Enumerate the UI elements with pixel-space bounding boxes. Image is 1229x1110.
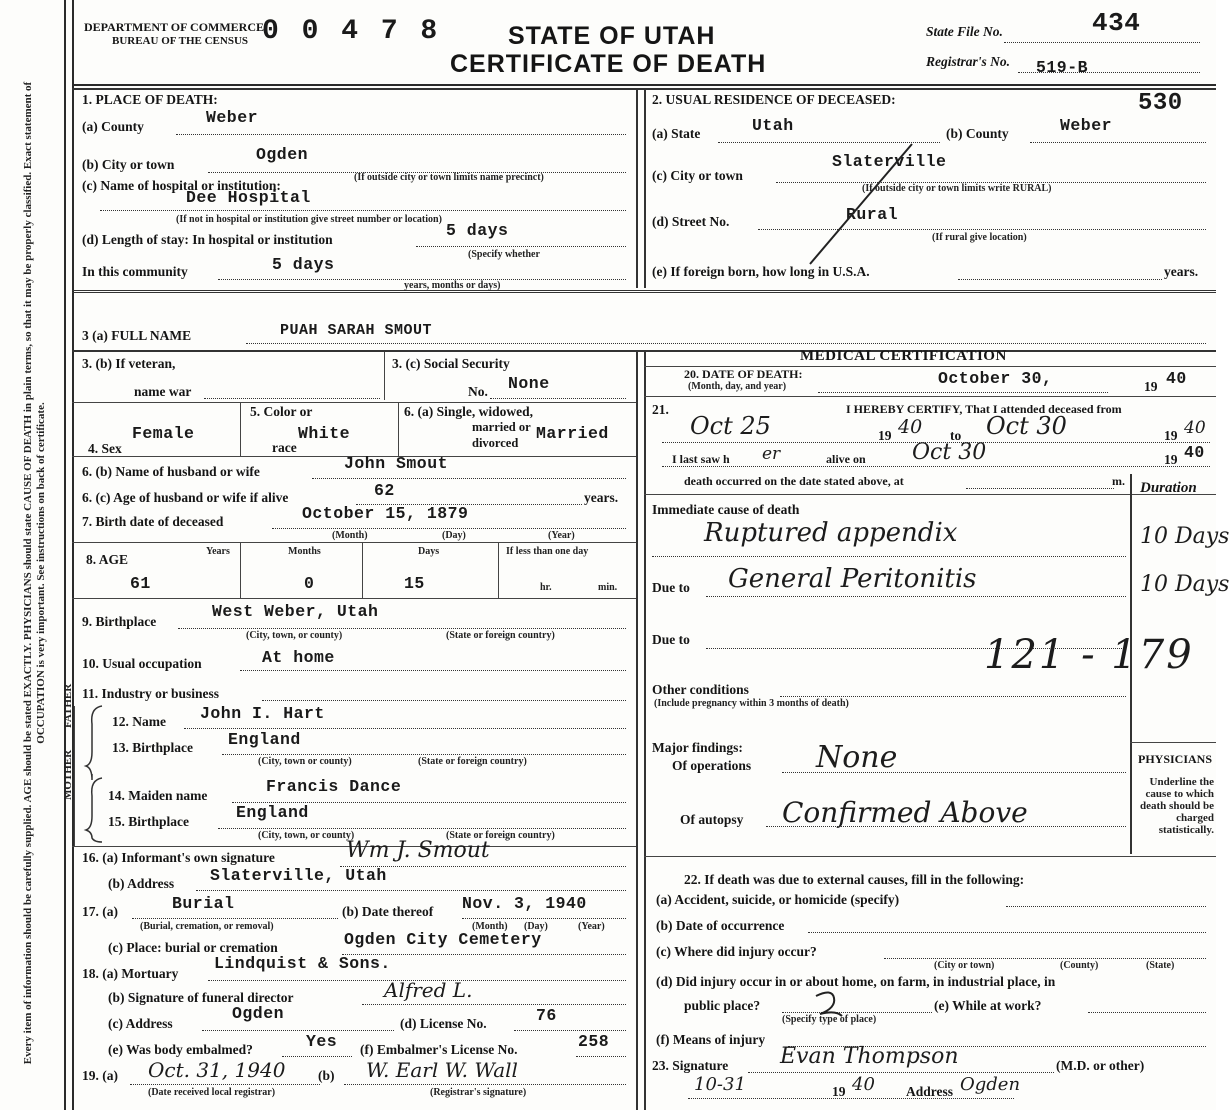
father-birthplace: England	[228, 730, 301, 749]
burial-place: Ogden City Cemetery	[344, 930, 542, 949]
registrar-signature-note: (Registrar's signature)	[430, 1087, 527, 1098]
hospital-note: (If outside city or town limits name precinct)	[354, 172, 544, 183]
from-year-prefix: 19	[878, 428, 892, 443]
full-name-label: 3 (a) FULL NAME	[82, 328, 192, 343]
disposition-type: Burial	[172, 894, 235, 913]
res-state: Utah	[752, 116, 794, 135]
registrar-number: 519-B	[1036, 58, 1089, 77]
attended-to-year: 40	[1184, 418, 1206, 438]
registrar-signature: W. Earl W. Wall	[366, 1058, 518, 1082]
stay-in-hospital: 5 days	[446, 221, 509, 240]
minutes-label: min.	[598, 582, 618, 593]
while-at-work-label: (e) While at work?	[934, 998, 1042, 1013]
res-county-label: (b) County	[946, 126, 1009, 141]
license-number: 76	[536, 1006, 557, 1025]
date-of-death: October 30,	[938, 369, 1053, 388]
serial-number: 0 0 4 7 8	[262, 16, 441, 47]
res-city-note: (If outside city or town limits write RURAL)	[862, 183, 1052, 194]
received-label: 19. (a)	[82, 1068, 118, 1083]
birthplace-city-note: (City, town, or county)	[246, 630, 343, 641]
dept-line-2: BUREAU OF THE CENSUS	[112, 35, 249, 47]
due-to-label-1: Due to	[652, 580, 690, 595]
due-to-cause-1: General Peritonitis	[728, 564, 977, 594]
attended-from-year: 40	[898, 416, 923, 438]
age-days: 15	[404, 574, 425, 593]
operations-label: Of operations	[672, 758, 752, 773]
county-label: (a) County	[82, 119, 144, 134]
spouse-age-unit: years.	[584, 490, 619, 505]
res-county: Weber	[1060, 116, 1113, 135]
due-to-label-2: Due to	[652, 632, 690, 647]
res-state-label: (a) State	[652, 126, 701, 141]
mortuary-address-label: (c) Address	[108, 1016, 173, 1031]
state-file-label: State File No.	[926, 24, 1003, 39]
date-received: Oct. 31, 1940	[148, 1058, 286, 1082]
hospital-label: (c) Name of hospital or institution:	[82, 178, 281, 193]
mortuary-name: Lindquist & Sons.	[214, 954, 391, 973]
spouse-label: 6. (b) Name of husband or wife	[82, 464, 260, 479]
header-divider	[72, 84, 1216, 86]
marital-label-1: 6. (a) Single, widowed,	[404, 404, 534, 419]
autopsy-findings: Confirmed Above	[782, 796, 1028, 829]
embalmed-value: Yes	[306, 1032, 338, 1051]
occurred-label: death occurred on the date stated above, at	[684, 474, 904, 488]
res-street: Rural	[846, 205, 899, 224]
alive-on-label: alive on	[826, 452, 866, 466]
less-than-day-label: If less than one day	[506, 546, 589, 557]
injury-where-label: (c) Where did injury occur?	[656, 944, 817, 959]
physician-signature-year: 40	[852, 1074, 875, 1095]
marital-label-3: divorced	[472, 436, 519, 450]
certificate-title: CERTIFICATE OF DEATH	[450, 50, 767, 78]
birth-date: October 15, 1879	[302, 504, 469, 523]
received-note: (Date received local registrar)	[148, 1087, 276, 1098]
state-title: STATE OF UTAH	[508, 22, 716, 50]
sex-value: Female	[132, 424, 195, 443]
res-street-label: (d) Street No.	[652, 214, 730, 229]
city-label: (b) City or town	[82, 157, 175, 172]
hours-label: hr.	[540, 582, 552, 593]
alive-year: 40	[1184, 443, 1205, 462]
parents-bracket	[86, 704, 104, 844]
industry-label: 11. Industry or business	[82, 686, 220, 701]
injury-state-note: (State)	[1146, 960, 1175, 971]
duration-label: Duration	[1140, 480, 1197, 496]
registrar-number-label: Registrar's No.	[926, 54, 1011, 69]
father-side-label: FATHER	[62, 683, 74, 728]
street-note: (If not in hospital or institution give street number or location)	[176, 214, 442, 225]
immediate-cause: Ruptured appendix	[704, 518, 958, 548]
frame-left-inner	[72, 0, 74, 1110]
stay-in-community: 5 days	[272, 255, 335, 274]
cause-code: 121 - 179	[984, 632, 1194, 678]
res-city: Slaterville	[832, 152, 947, 171]
major-findings-label: Major findings:	[652, 740, 743, 755]
item-21-label: 21.	[652, 402, 669, 417]
physician-signature-date: 10-31	[694, 1074, 746, 1095]
stay-label: (d) Length of stay: In hospital or institution	[82, 232, 333, 247]
age-label: 8. AGE	[86, 552, 129, 567]
ssn-no-label: No.	[468, 384, 488, 399]
father-birthplace-label: 13. Birthplace	[112, 740, 193, 755]
community-label: In this community	[82, 264, 188, 279]
other-conditions-note: (Include pregnancy within 3 months of death)	[654, 698, 849, 709]
units-note: years, months or days)	[404, 280, 501, 291]
physicians-box-text: Underline the cause to which death should be charged statistically.	[1140, 776, 1214, 836]
veteran-label: 3. (b) If veteran,	[82, 356, 176, 371]
dept-line-1: DEPARTMENT OF COMMERCE	[84, 20, 265, 34]
disposition-month-note: (Month)	[472, 921, 508, 932]
other-conditions-label: Other conditions	[652, 682, 749, 697]
disposition-year-note: (Year)	[578, 921, 605, 932]
received-b-label: (b)	[318, 1068, 335, 1083]
informant-address-label: (b) Address	[108, 876, 175, 891]
medical-heading: MEDICAL CERTIFICATION	[800, 348, 1007, 364]
father-name: John I. Hart	[200, 704, 325, 723]
place-type-note: (Specify type of place)	[782, 1014, 877, 1025]
physician-signature: Evan Thompson	[780, 1044, 959, 1069]
embalmed-label: (e) Was body embalmed?	[108, 1042, 253, 1057]
death-city: Ogden	[256, 145, 309, 164]
date-of-death-label: 20. DATE OF DEATH:	[684, 367, 803, 381]
embalmer-license: 258	[578, 1032, 610, 1051]
mother-name-label: 14. Maiden name	[108, 788, 208, 803]
attended-from-date: Oct 25	[690, 412, 771, 440]
external-causes-label: 22. If death was due to external causes, fill in the following:	[684, 872, 1025, 887]
foreign-years-label: years.	[1164, 264, 1199, 279]
date-of-death-sublabel: (Month, day, and year)	[688, 381, 787, 392]
occupation: At home	[262, 648, 335, 667]
father-city-note: (City, town or county)	[258, 756, 352, 767]
specify-note: (Specify whether	[468, 249, 540, 260]
last-saw-mark: er	[762, 444, 781, 464]
physician-address: Ogden	[960, 1074, 1021, 1095]
immediate-duration: 10 Days	[1140, 524, 1229, 549]
foreign-born-label: (e) If foreign born, how long in U.S.A.	[652, 264, 870, 279]
age-years: 61	[130, 574, 151, 593]
funeral-director-signature: Alfred L.	[384, 978, 473, 1002]
age-years-label: Years	[206, 546, 230, 557]
disposition-date: Nov. 3, 1940	[462, 894, 587, 913]
father-name-label: 12. Name	[112, 714, 166, 729]
attended-to-date: Oct 30	[986, 412, 1067, 440]
marital-label-2: married or	[472, 420, 531, 434]
accident-label: (a) Accident, suicide, or homicide (specify)	[656, 892, 900, 907]
hospital-name: Dee Hospital	[186, 188, 311, 207]
physician-signature-label: 23. Signature	[652, 1058, 729, 1073]
race-label: race	[272, 440, 297, 455]
disposition-day-note: (Day)	[524, 921, 548, 932]
informant-signature-label: 16. (a) Informant's own signature	[82, 850, 275, 865]
death-year: 40	[1166, 369, 1187, 388]
place-of-death-heading: 1. PLACE OF DEATH:	[82, 92, 218, 107]
informant-signature: Wm J. Smout	[346, 838, 490, 863]
res-street-note: (If rural give location)	[932, 232, 1027, 243]
m-label: m.	[1112, 474, 1125, 488]
physicians-box-title: PHYSICIANS	[1138, 752, 1213, 766]
operations-findings: None	[816, 740, 898, 775]
margin-instructions: Every item of information should be carefully supplied. AGE should be stated EXACTLY. PHYSICIANS should state CAUSE OF DEATH in plain terms, so that it may be properly classified. Exact statement of OCCUPATION is very important. See instructions on back of certificate.	[22, 81, 47, 1065]
age-months: 0	[304, 574, 315, 593]
age-months-label: Months	[288, 546, 321, 557]
residence-heading: 2. USUAL RESIDENCE OF DECEASED:	[652, 92, 896, 107]
disposition-type-note: (Burial, cremation, or removal)	[140, 921, 274, 932]
physician-address-label: Address	[906, 1084, 954, 1099]
birthplace-state-note: (State or foreign country)	[446, 630, 555, 641]
death-year-prefix: 19	[1144, 379, 1158, 394]
spouse-age-label: 6. (c) Age of husband or wife if alive	[82, 490, 289, 505]
birth-month-note: (Month)	[332, 530, 368, 541]
mother-name: Francis Dance	[266, 777, 402, 796]
public-place-label: public place?	[684, 998, 761, 1013]
alive-year-prefix: 19	[1164, 452, 1178, 467]
birthplace-label: 9. Birthplace	[82, 614, 157, 629]
embalmer-license-label: (f) Embalmer's License No.	[360, 1042, 518, 1057]
injury-place-label: (d) Did injury occur in or about home, on farm, in industrial place, in	[656, 974, 1056, 989]
state-file-number: 434	[1092, 8, 1141, 38]
death-county: Weber	[206, 108, 259, 127]
marital-value: Married	[536, 424, 609, 443]
age-days-label: Days	[418, 546, 440, 557]
mother-city-note: (City, town, or county)	[258, 830, 355, 841]
last-saw-label: I last saw h	[672, 452, 730, 466]
disposition-label: 17. (a)	[82, 904, 118, 919]
ssn-value: None	[508, 374, 550, 393]
sig-year-prefix: 19	[832, 1084, 846, 1099]
war-label: name war	[134, 384, 192, 399]
birthplace: West Weber, Utah	[212, 602, 379, 621]
residence-code: 530	[1138, 90, 1183, 117]
spouse-name: John Smout	[344, 454, 449, 473]
mortuary-label: 18. (a) Mortuary	[82, 966, 179, 981]
mother-birthplace-label: 15. Birthplace	[108, 814, 189, 829]
certify-text: I HEREBY CERTIFY, That I attended deceased from	[846, 402, 1122, 416]
means-of-injury-label: (f) Means of injury	[656, 1032, 766, 1047]
spouse-age: 62	[374, 481, 395, 500]
res-city-label: (c) City or town	[652, 168, 743, 183]
license-label: (d) License No.	[400, 1016, 487, 1031]
birth-date-label: 7. Birth date of deceased	[82, 514, 224, 529]
occupation-label: 10. Usual occupation	[82, 656, 202, 671]
disposition-date-label: (b) Date thereof	[342, 904, 434, 919]
alive-on-date: Oct 30	[912, 440, 987, 465]
full-name: PUAH SARAH SMOUT	[280, 322, 433, 339]
father-state-note: (State or foreign country)	[418, 756, 527, 767]
mortuary-address: Ogden	[232, 1004, 285, 1023]
injury-county-note: (County)	[1060, 960, 1099, 971]
autopsy-label: Of autopsy	[680, 812, 744, 827]
birth-day-note: (Day)	[442, 530, 466, 541]
residence-slash-mark	[800, 140, 920, 270]
to-label: to	[950, 428, 962, 443]
injury-city-note: (City or town)	[934, 960, 995, 971]
funeral-director-label: (b) Signature of funeral director	[108, 990, 294, 1005]
color-value: White	[298, 424, 351, 443]
frame-left	[64, 0, 66, 1110]
due-to-duration-1: 10 Days	[1140, 572, 1229, 597]
md-label: (M.D. or other)	[1056, 1058, 1145, 1073]
mother-birthplace: England	[236, 803, 309, 822]
mother-side-label: MOTHER	[62, 749, 74, 800]
occurrence-date-label: (b) Date of occurrence	[656, 918, 785, 933]
burial-place-label: (c) Place: burial or cremation	[108, 940, 278, 955]
color-label: 5. Color or	[250, 404, 313, 419]
informant-address: Slaterville, Utah	[210, 866, 387, 885]
to-year-prefix: 19	[1164, 428, 1178, 443]
birth-year-note: (Year)	[548, 530, 575, 541]
sex-label: 4. Sex	[88, 441, 122, 456]
ssn-label: 3. (c) Social Security	[392, 356, 510, 371]
mother-state-note: (State or foreign country)	[446, 830, 555, 841]
immediate-cause-label: Immediate cause of death	[652, 502, 800, 517]
